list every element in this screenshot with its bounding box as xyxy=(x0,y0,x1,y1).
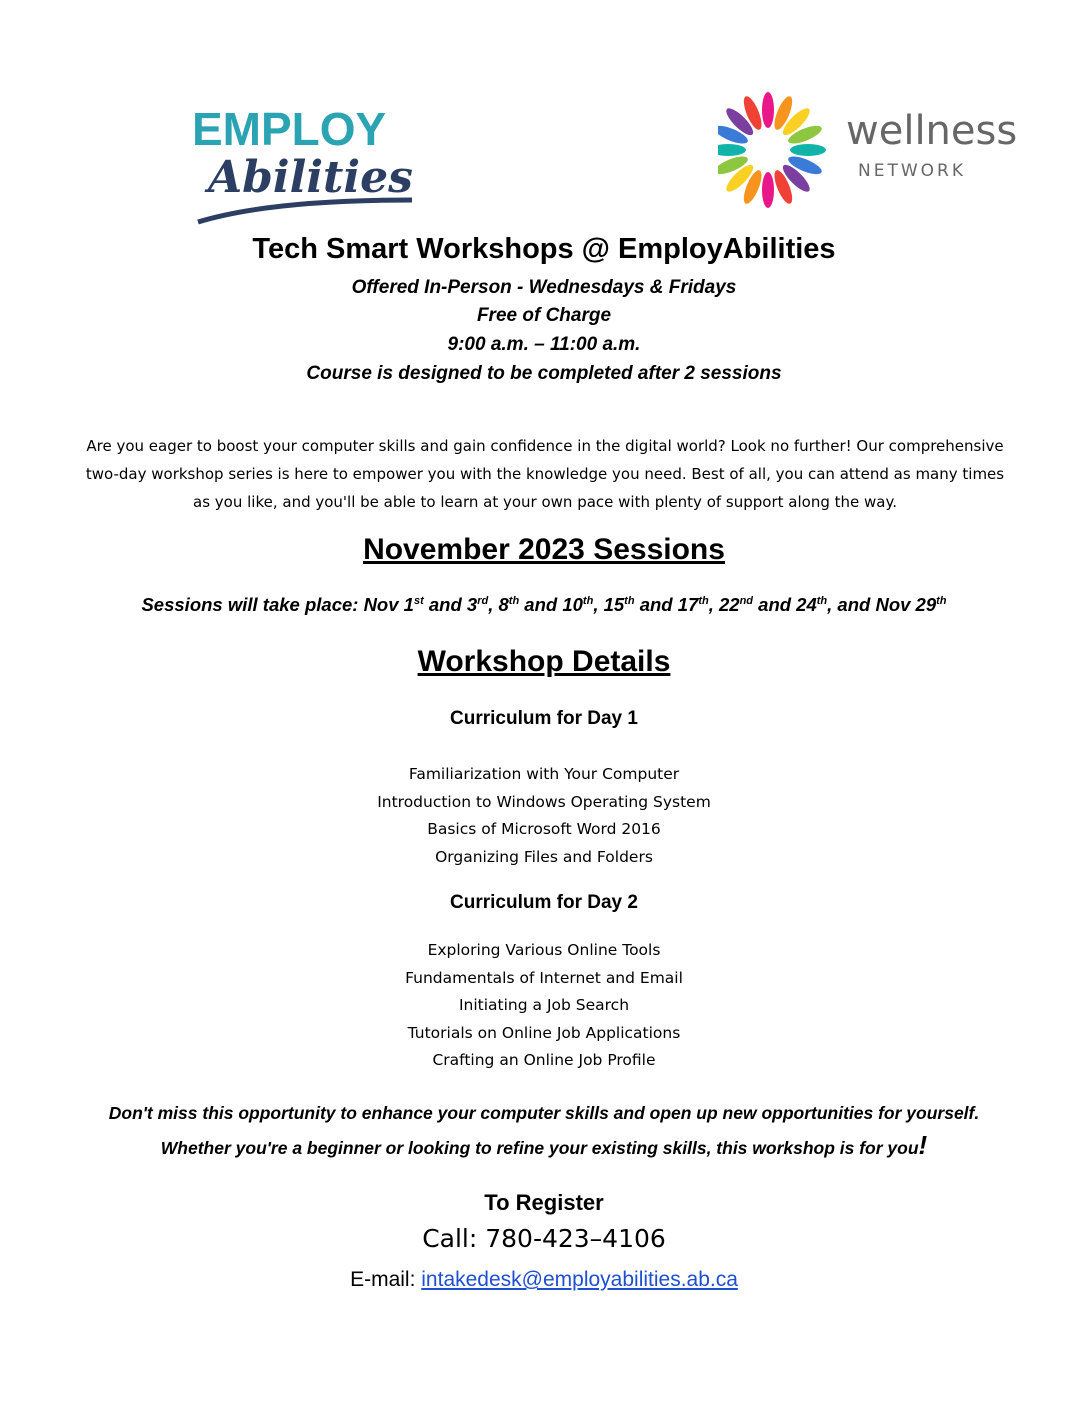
dates-text: , 22 xyxy=(708,594,740,615)
ordinal: th xyxy=(936,594,947,607)
day1-heading: Curriculum for Day 1 xyxy=(450,708,638,729)
day2-heading: Curriculum for Day 2 xyxy=(450,892,638,913)
subtitle-completion: Course is designed to be completed after 2 sessions xyxy=(306,363,782,384)
dates-text: Sessions will take place: Nov 1 xyxy=(141,594,414,615)
logo-network-text: NETWORK xyxy=(858,161,966,181)
dates-text: , 8 xyxy=(488,594,509,615)
list-item: Tutorials on Online Job Applications xyxy=(407,1023,681,1042)
page-title: Tech Smart Workshops @ EmployAbilities xyxy=(252,233,836,265)
email-link[interactable]: intakedesk@employabilities.ab.ca xyxy=(421,1268,738,1291)
ordinal: rd xyxy=(477,594,489,607)
intro-line: two-day workshop series is here to empower you with the knowledge you need. Best of all, you can attend as many times xyxy=(85,465,1005,483)
subtitle-time: 9:00 a.m. – 11:00 a.m. xyxy=(447,334,641,355)
list-item: Introduction to Windows Operating System xyxy=(377,792,711,811)
ordinal: th xyxy=(624,594,635,607)
list-item: Crafting an Online Job Profile xyxy=(432,1051,656,1069)
dates-text: and 10 xyxy=(519,594,583,615)
register-email xyxy=(0,1268,1088,1292)
list-item: Organizing Files and Folders xyxy=(435,847,653,866)
closing-message xyxy=(0,1097,1088,1164)
logo-employ-text: EMPLOY xyxy=(192,103,387,155)
list-item: Initiating a Job Search xyxy=(458,996,630,1014)
closing-line: Don't miss this opportunity to enhance your computer skills and open up new opportunities for yourself. xyxy=(108,1103,980,1123)
ordinal: th xyxy=(698,594,709,607)
day2-list xyxy=(0,937,1088,1075)
dates-text: and 24 xyxy=(753,594,817,615)
logo-abilities-text: Abilities xyxy=(208,152,413,203)
logo-wellness-text: wellness xyxy=(846,108,1018,154)
flower-petal xyxy=(790,144,826,156)
employabilities-logo xyxy=(190,100,430,230)
list-item: Exploring Various Online Tools xyxy=(427,941,661,959)
ordinal: nd xyxy=(739,594,754,607)
dates-text: and 17 xyxy=(634,594,699,615)
dates-text: and 3 xyxy=(423,594,478,615)
sessions-heading: November 2023 Sessions xyxy=(363,533,725,566)
list-item: Fundamentals of Internet and Email xyxy=(405,968,683,987)
list-item: Basics of Microsoft Word 2016 xyxy=(427,820,661,838)
ordinal: th xyxy=(508,594,520,607)
flower-petal xyxy=(762,172,774,208)
intro-paragraph xyxy=(55,432,1035,516)
email-label: E-mail: xyxy=(350,1268,422,1291)
flower-icon xyxy=(718,92,826,208)
dates-text: , 15 xyxy=(593,594,625,615)
flower-petal xyxy=(718,144,746,156)
closing-exclamation: ! xyxy=(918,1130,928,1160)
register-heading: To Register xyxy=(484,1190,604,1215)
intro-line: Are you eager to boost your computer skills and gain confidence in the digital world? Look no further! Our comprehensive xyxy=(86,437,1004,455)
subtitle-cost: Free of Charge xyxy=(476,305,612,326)
flower-petal xyxy=(762,92,774,128)
subtitle-schedule: Offered In-Person - Wednesdays & Fridays xyxy=(351,277,737,298)
dates-text: , and Nov 29 xyxy=(827,594,937,615)
details-heading: Workshop Details xyxy=(417,645,671,678)
ordinal: th xyxy=(582,594,594,607)
closing-line xyxy=(0,1129,1088,1164)
closing-text: Whether you're a beginner or looking to refine your existing skills, this workshop is for you xyxy=(160,1138,919,1158)
ordinal: st xyxy=(413,594,424,607)
ordinal: th xyxy=(816,594,828,607)
wellness-network-logo xyxy=(718,88,1048,210)
logo-swoosh xyxy=(198,200,412,222)
day1-list xyxy=(0,761,1088,871)
intro-line: as you like, and you'll be able to learn at your own pace with plenty of support along the way. xyxy=(193,493,897,511)
list-item: Familiarization with Your Computer xyxy=(408,765,680,783)
sessions-dates xyxy=(0,594,1088,616)
register-phone: Call: 780-423–4106 xyxy=(422,1224,666,1253)
